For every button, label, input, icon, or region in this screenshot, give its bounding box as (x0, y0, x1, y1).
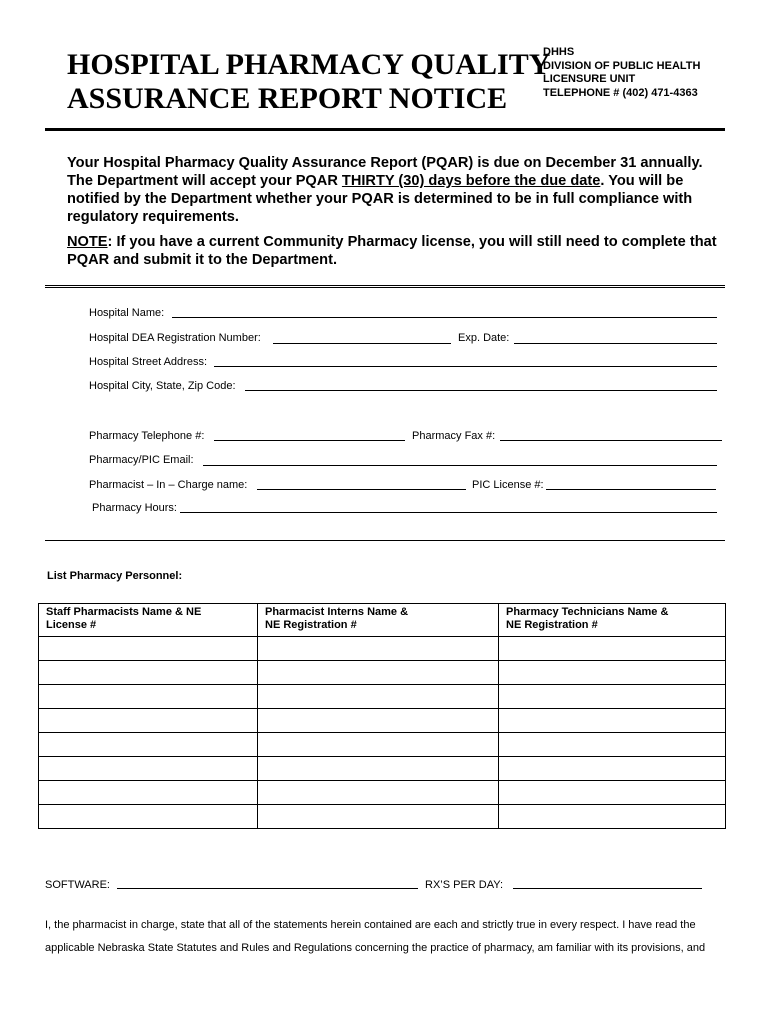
dea-number-field[interactable] (273, 343, 451, 344)
pic-email-field[interactable] (203, 465, 717, 466)
table-cell-input[interactable] (258, 781, 499, 805)
table-row (39, 757, 726, 781)
table-cell-input[interactable] (39, 805, 258, 829)
table-row (39, 637, 726, 661)
city-state-zip-label: Hospital City, State, Zip Code: (89, 380, 236, 392)
table-cell-input[interactable] (39, 733, 258, 757)
table-cell-input[interactable] (258, 637, 499, 661)
rx-per-day-label: RX’S PER DAY: (425, 879, 504, 891)
personnel-section-label: List Pharmacy Personnel: (47, 570, 183, 582)
declaration-line: applicable Nebraska State Statutes and Rules and Regulations concerning the practice of pharmacy, am familiar with its provisions, and (45, 942, 706, 954)
table-cell-input[interactable] (258, 805, 499, 829)
table-cell-input[interactable] (499, 637, 726, 661)
table-cell-input[interactable] (39, 685, 258, 709)
agency-line: LICENSURE UNIT (543, 73, 636, 85)
pharmacy-hours-label: Pharmacy Hours: (92, 502, 177, 514)
rx-per-day-field[interactable] (513, 888, 702, 889)
agency-line: DHHS (543, 46, 575, 58)
staff-pharmacists-column-header: Staff Pharmacists Name & NE License # (39, 604, 258, 637)
table-cell-input[interactable] (499, 709, 726, 733)
declaration-line: I, the pharmacist in charge, state that all of the statements herein contained are each and strictly true in every respect. I have read the (45, 919, 696, 931)
exp-date-label: Exp. Date: (458, 332, 510, 344)
agency-line: DIVISION OF PUBLIC HEALTH (543, 59, 701, 72)
title-line-1: HOSPITAL PHARMACY QUALITY (67, 48, 551, 81)
street-address-label: Hospital Street Address: (89, 356, 208, 368)
title-line-2: ASSURANCE REPORT NOTICE (67, 82, 508, 115)
table-cell-input[interactable] (258, 661, 499, 685)
table-cell-input[interactable] (39, 661, 258, 685)
pharmacy-phone-field[interactable] (214, 440, 405, 441)
table-cell-input[interactable] (39, 637, 258, 661)
table-cell-input[interactable] (258, 757, 499, 781)
hospital-name-field[interactable] (172, 317, 717, 318)
agency-block (543, 46, 700, 100)
intro-paragraph (67, 154, 717, 226)
pic-name-label: Pharmacist – In – Charge name: (89, 479, 248, 491)
note-label: NOTE (67, 234, 108, 250)
pharmacy-technicians-column-header: Pharmacy Technicians Name & NE Registration # (499, 604, 726, 637)
table-row (39, 733, 726, 757)
dea-number-label: Hospital DEA Registration Number: (89, 332, 261, 344)
software-label: SOFTWARE: (45, 879, 110, 891)
table-cell-input[interactable] (499, 733, 726, 757)
table-row (39, 805, 726, 829)
street-address-field[interactable] (214, 366, 717, 367)
table-row (39, 709, 726, 733)
table-row (39, 781, 726, 805)
pic-email-label: Pharmacy/PIC Email: (89, 454, 194, 466)
table-cell-input[interactable] (258, 709, 499, 733)
pharmacy-fax-field[interactable] (500, 440, 722, 441)
table-cell-input[interactable] (499, 781, 726, 805)
table-cell-input[interactable] (499, 757, 726, 781)
personnel-table-header (39, 604, 726, 637)
city-state-zip-field[interactable] (245, 390, 717, 391)
pic-license-field[interactable] (546, 489, 716, 490)
software-field[interactable] (117, 888, 418, 889)
table-cell-input[interactable] (499, 661, 726, 685)
table-cell-input[interactable] (39, 781, 258, 805)
table-cell-input[interactable] (258, 685, 499, 709)
table-cell-input[interactable] (258, 733, 499, 757)
table-cell-input[interactable] (499, 685, 726, 709)
exp-date-field[interactable] (514, 343, 717, 344)
fields-divider (45, 540, 725, 541)
hospital-name-label: Hospital Name: (89, 307, 165, 319)
intro-text-2: . You will be notified by the Department whether your PQAR is determined to be in full compliance with regulatory requirements. (67, 173, 693, 225)
table-cell-input[interactable] (499, 805, 726, 829)
personnel-table (38, 603, 726, 829)
pharmacy-hours-field[interactable] (180, 512, 717, 513)
pharmacy-fax-label: Pharmacy Fax #: (412, 430, 496, 442)
intro-divider (45, 285, 725, 288)
table-row (39, 661, 726, 685)
pharmacist-interns-column-header: Pharmacist Interns Name & NE Registration # (258, 604, 499, 637)
agency-line: TELEPHONE # (402) 471-4363 (543, 86, 698, 99)
pic-name-field[interactable] (257, 489, 466, 490)
table-cell-input[interactable] (39, 709, 258, 733)
table-row (39, 685, 726, 709)
intro-text-1: Your Hospital Pharmacy Quality Assurance Report (PQAR) is due on December 31 annually. The Department will accept your PQAR (67, 155, 703, 189)
pharmacy-phone-label: Pharmacy Telephone #: (89, 430, 205, 442)
page-title (67, 48, 550, 116)
intro-deadline-text: THIRTY (30) days before the due date (341, 173, 601, 189)
note-paragraph (67, 233, 717, 269)
header-divider (45, 128, 725, 131)
pic-license-label: PIC License #: (472, 479, 544, 491)
table-cell-input[interactable] (39, 757, 258, 781)
note-text: : If you have a current Community Pharmacy license, you will still need to complete that PQAR and submit it to the Department. (67, 234, 717, 268)
